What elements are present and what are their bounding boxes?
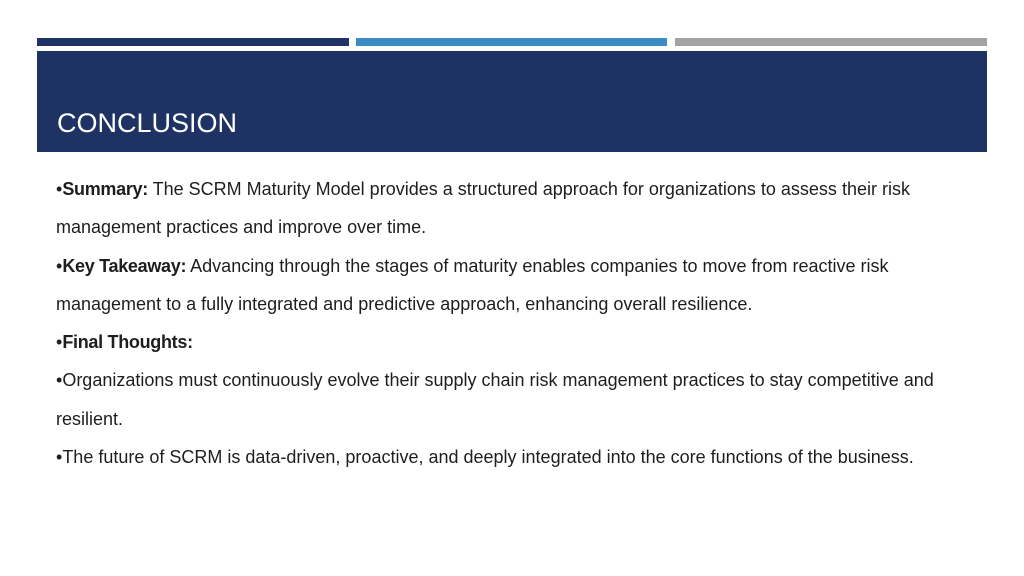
bullet-label: Key Takeaway: — [62, 255, 187, 276]
slide-content — [56, 170, 956, 476]
accent-bar-gray — [675, 38, 987, 46]
slide-title: CONCLUSION — [57, 108, 238, 138]
bullet-text: Advancing through the stages of maturity enables companies to move from reactive risk management to a fully integrated and predictive approach, enhancing overall resilience. — [56, 255, 889, 314]
bullet-text: Organizations must continuously evolve their supply chain risk management practices to stay competitive and resilient. — [56, 370, 934, 429]
accent-bar-navy — [37, 38, 349, 46]
bullet-summary — [56, 170, 956, 247]
bullet-mark: • — [56, 332, 63, 353]
bullet-mark: • — [56, 179, 63, 199]
bullet-mark: • — [56, 370, 63, 391]
bullet-future — [56, 438, 956, 476]
bullet-text: The SCRM Maturity Model provides a structured approach for organizations to assess their risk management practices and improve over time. — [56, 179, 910, 238]
bullet-final-thoughts — [56, 323, 956, 361]
bullet-organizations — [56, 361, 956, 438]
accent-bar-blue — [356, 38, 667, 46]
bullet-label: Final Thoughts: — [62, 332, 193, 353]
bullet-text: The future of SCRM is data-driven, proactive, and deeply integrated into the core functions of the business. — [62, 447, 914, 468]
bullet-mark: • — [56, 447, 63, 468]
title-band — [37, 51, 987, 152]
bullet-mark: • — [56, 255, 63, 276]
bullet-label: Summary: — [62, 179, 148, 199]
bullet-key-takeaway — [56, 247, 956, 324]
